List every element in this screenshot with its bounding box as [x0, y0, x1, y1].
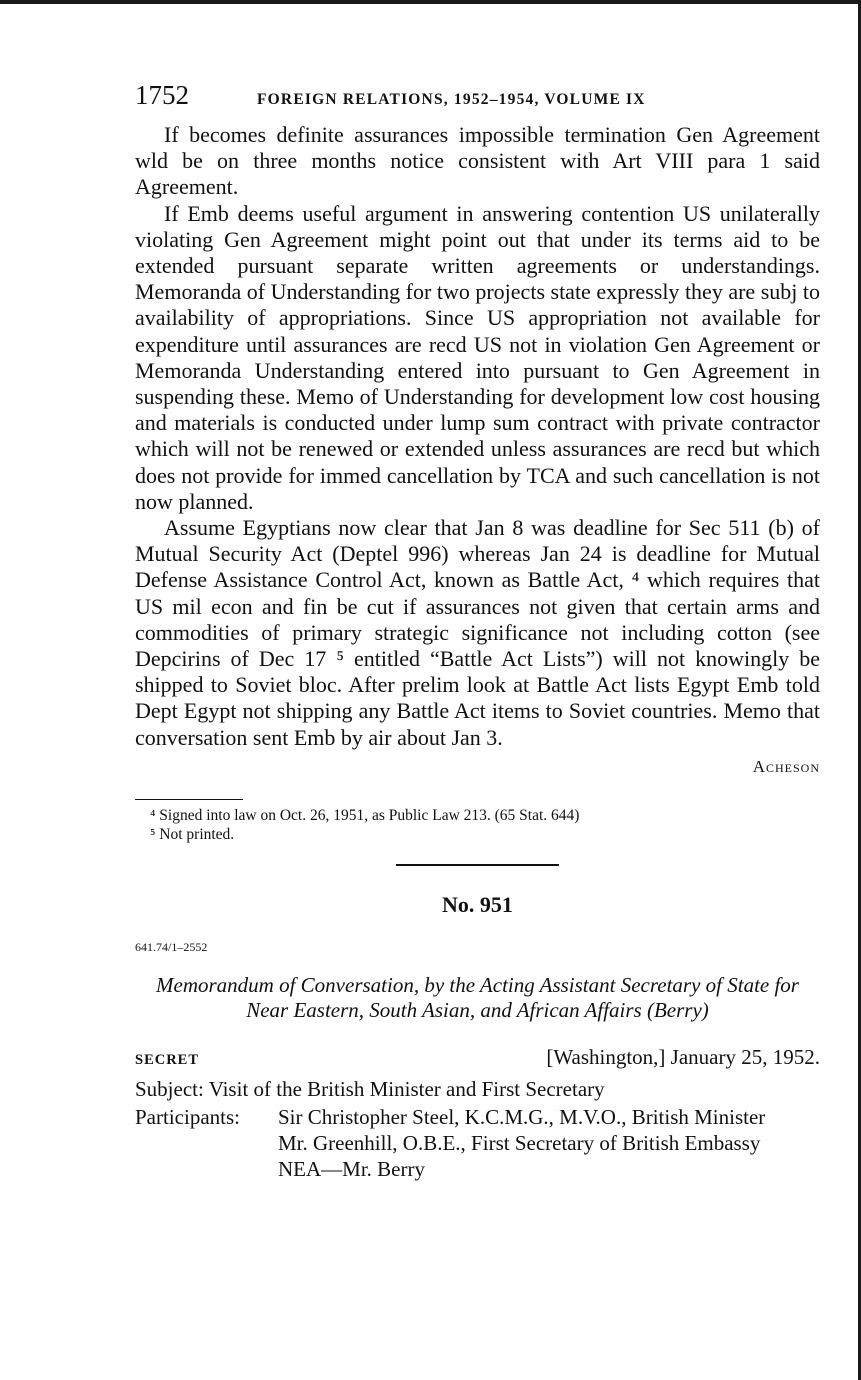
participants-label: Participants:: [135, 1104, 240, 1129]
paragraph-termination: If becomes definite assurances impossible termination Gen Agreement wld be on three months notice consistent with Art VIII para 1 said Agreement.: [135, 122, 820, 200]
paragraph-agreement-argument: If Emb deems useful argument in answering contention US unilaterally violating Gen Agreement might point out that under its terms aid to be extended pursuant separate written agreements or understandings. Memoranda of Understanding for two projects state expressly they are subj to availability of appropriations. Since US appropriation not available for expenditure until assurances are recd US not in violation Gen Agreement or Memoranda Understanding entered into pursuant to Gen Agreement in suspending these. Memo of Understanding for development low cost housing and materials is conducted under lump sum contract with private contractor which will not be renewed or extended unless assurances are recd but which does not provide for immed cancellation by TCA and such cancellation is not now planned.: [135, 200, 820, 514]
section-divider: [396, 864, 559, 866]
document-number: No. 951: [442, 891, 513, 917]
file-number: 641.74/1–2552: [135, 939, 208, 954]
signature: Acheson: [752, 756, 820, 776]
participants-block: [135, 1104, 820, 1182]
footnote-divider: [135, 799, 243, 801]
participant-greenhill: Mr. Greenhill, O.B.E., First Secretary of British Embassy: [278, 1130, 761, 1155]
running-header: [135, 80, 820, 122]
document-page: [135, 80, 820, 1182]
paragraph-battle-act: Assume Egyptians now clear that Jan 8 was deadline for Sec 511 (b) of Mutual Security Act (Deptel 996) whereas Jan 24 is deadline for Mutual Defense Assistance Control Act, known as Battle Act, ⁴ which requires that US mil econ and fin be cut if assurances not given that certain arms and commodities of primary strategic significance not including cotton (see Depcirins of Dec 17 ⁵ entitled “Battle Act Lists”) will not knowingly be shipped to Soviet bloc. After prelim look at Battle Act lists Egypt Emb told Dept Egypt not shipping any Battle Act items to Soviet countries. Memo that conversation sent Emb by air about Jan 3.: [135, 515, 820, 750]
footnote-4: ⁴ Signed into law on Oct. 26, 1951, as Public Law 213. (65 Stat. 644): [150, 807, 580, 825]
document-title: Memorandum of Conversation, by the Acting Assistant Secretary of State for Near Eastern, South Asian, and African Affairs (Berry): [156, 972, 799, 1022]
subject-line: Subject: Visit of the British Minister and First Secretary: [135, 1076, 605, 1101]
classification-label: SECRET: [135, 1051, 200, 1068]
dateline: [Washington,] January 25, 1952.: [546, 1044, 820, 1069]
participant-steel: Sir Christopher Steel, K.C.M.G., M.V.O., British Minister: [278, 1104, 766, 1129]
volume-title: FOREIGN RELATIONS, 1952–1954, VOLUME IX: [257, 91, 646, 108]
participant-berry: NEA—Mr. Berry: [278, 1156, 425, 1181]
classification-row: [135, 1045, 820, 1070]
page-top-edge: [0, 0, 861, 4]
footnote-5: ⁵ Not printed.: [150, 826, 235, 844]
participants-list: [278, 1104, 765, 1182]
page-number: 1752: [135, 80, 189, 110]
